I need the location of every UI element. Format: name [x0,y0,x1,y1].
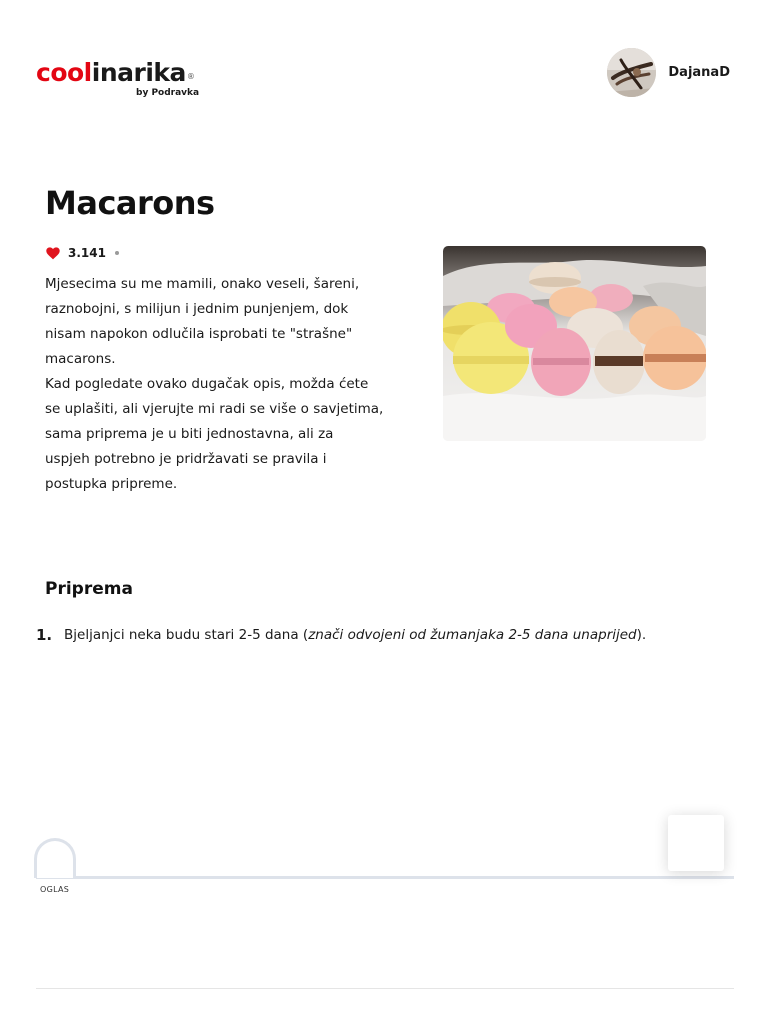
footer-divider [36,988,734,989]
ad-tab [34,838,76,878]
recipe-meta [46,246,119,260]
username[interactable]: DajanaD [668,64,730,80]
heart-icon[interactable] [46,247,60,260]
description-line: raznobojni, s milijun i jednim punjenjem, dok [45,301,349,317]
logo-part-inarika: inarika [91,58,186,87]
logo-subtitle: by Podravka [136,88,200,98]
description-line: postupka pripreme. [45,476,178,492]
step-text-main: Bjeljanjci neka budu stari 2-5 dana ( [64,627,309,643]
user-profile-link[interactable] [607,47,730,97]
avatar-image [607,48,656,97]
description-line: macarons. [45,351,116,367]
macarons-image [443,246,706,441]
step-number: 1. [36,626,53,644]
recipe-description [45,272,395,497]
description-line: sama priprema je u biti jednostavna, ali za [45,426,334,442]
preparation-heading: Priprema [45,579,133,599]
logo-wordmark [36,58,216,88]
description-line: uspjeh potrebno je pridržavati se pravila i [45,451,327,467]
description-line: se uplašiti, ali vjerujte mi radi se više o savjetima, [45,401,384,417]
step-text [64,624,646,646]
avatar[interactable] [607,48,656,97]
ad-label: OGLAS [40,885,70,894]
description-line: nisam napokon odlučila isprobati te "strašne" [45,326,353,342]
description-line: Kad pogledate ovako dugačak opis, možda ćete [45,376,369,392]
ad-slot[interactable] [668,815,724,871]
logo-part-cool: cool [36,58,92,87]
description-line: Mjesecima su me mamili, onako veseli, šareni, [45,276,360,292]
likes-count: 3.141 [68,246,106,260]
step-text-end: ). [636,627,647,643]
recipe-title: Macarons [45,184,215,222]
ad-divider [36,876,734,879]
recipe-photo[interactable] [443,246,706,441]
step-text-italic: znači odvojeni od žumanjaka 2-5 dana unaprijed [308,627,637,643]
meta-separator-dot [115,251,119,255]
site-logo[interactable] [36,58,216,104]
preparation-step [36,624,736,646]
logo-registered-mark: ® [186,72,195,81]
